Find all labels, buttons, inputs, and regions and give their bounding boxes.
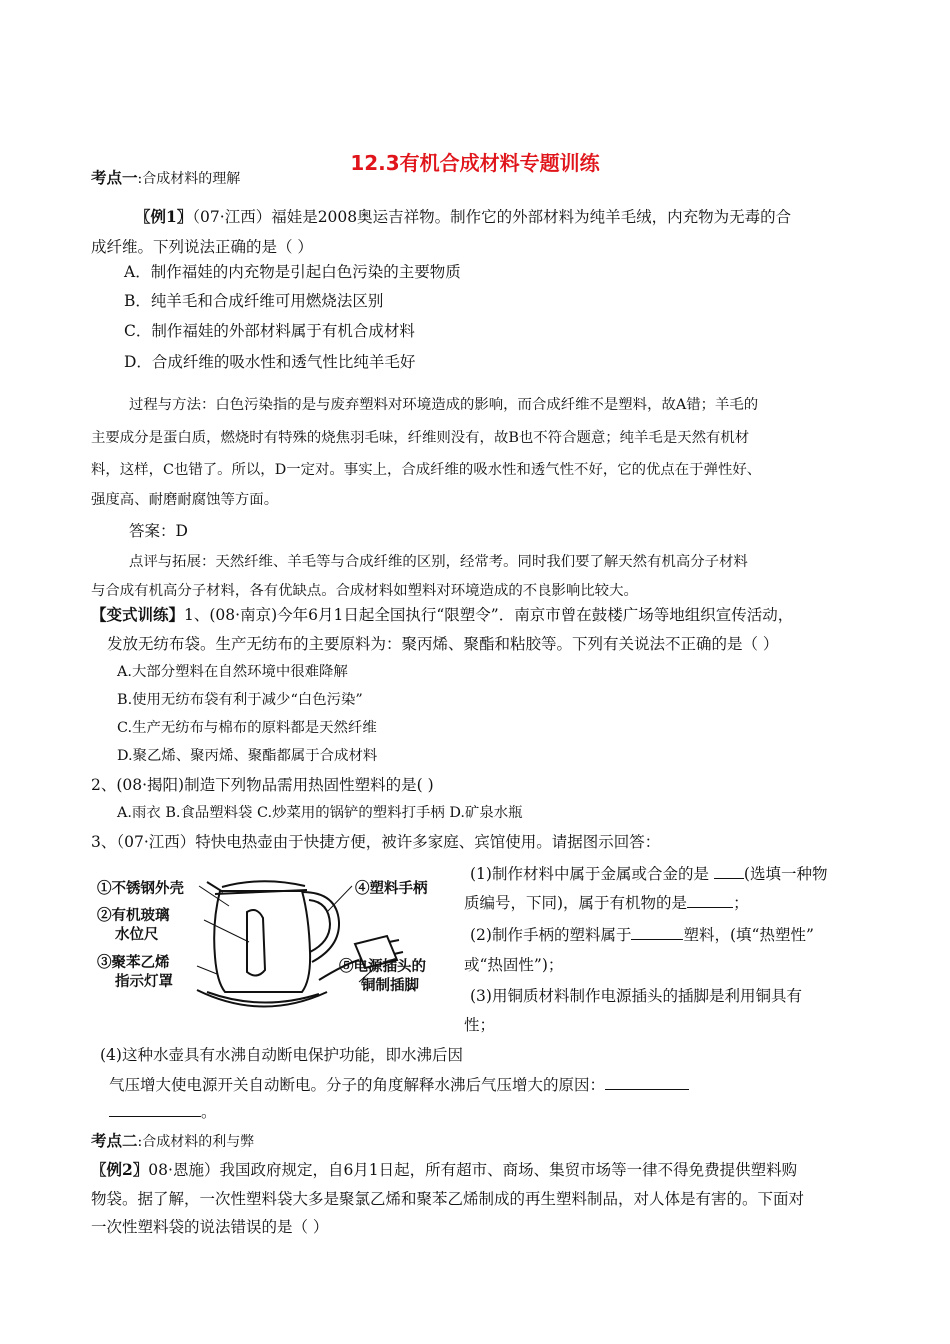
variant-q3: 3、（07·江西）特快电热壶由于快捷方便，被许多家庭、宾馆使用。请据图示回答： (91, 833, 661, 851)
variant-q1-line-2: 发放无纺布袋。生产无纺布的主要原料为：聚丙烯、聚酯和粘胶等。下列有关说法不正确的是（ ） (107, 635, 779, 653)
q3-part4-line1: (4)这种水壶具有水沸自动断电保护功能，即水沸后因 (100, 1046, 463, 1064)
figure-label-3a: ③聚苯乙烯 (97, 954, 170, 971)
example-1-option-c: C．制作福娃的外部材料属于有机合成材料 (124, 322, 415, 340)
q3-part4-text-b: 气压增大使电源开关自动断电。分子的角度解释水沸后气压增大的原因： (109, 1076, 606, 1094)
kettle-figure (97, 862, 457, 1022)
variant-q2: 2、(08·揭阳)制造下列物品需用热固性塑料的是( ) (91, 776, 434, 794)
method-line-2: 主要成分是蛋白质，燃烧时有特殊的烧焦羽毛味，纤维则没有，故B也不符合题意；纯羊毛是天然有机材 (91, 430, 750, 446)
figure-label-2b: 水位尺 (115, 926, 159, 943)
figure-label-1: ①不锈钢外壳 (97, 880, 184, 897)
figure-label-4: ④塑料手柄 (355, 880, 428, 897)
review-line-1: 点评与拓展：天然纤维、羊毛等与合成纤维的区别，经常考。同时我们要了解天然有机高分子材料 (129, 554, 748, 570)
q3-part3-line1: (3)用铜质材料制作电源插头的插脚是利用铜具有 (470, 987, 802, 1005)
example-1-question-line-1 (135, 207, 791, 227)
example-2-line-2: 物袋。据了解，一次性塑料袋大多是聚氯乙烯和聚苯乙烯制成的再生塑料制品，对人体是有害的。下面对 (91, 1190, 805, 1208)
q3-part3-text-b: 性； (464, 1016, 496, 1034)
variant-q1-option-c: C.生产无纺布与棉布的原料都是天然纤维 (117, 720, 377, 736)
example-1-label: 〖例1〗 (135, 207, 193, 226)
q3-part4-line2 (109, 1075, 689, 1095)
q3-part1-line1 (470, 864, 827, 884)
q3-part1-text-b: (选填一种物 (743, 865, 828, 883)
q3-part4-blank-2[interactable] (109, 1102, 201, 1117)
example-2-text: 08·恩施）我国政府规定，自6月1日起，所有超市、商场、集贸市场等一律不得免费提供塑料购 (148, 1161, 798, 1179)
q3-part2-blank[interactable] (631, 925, 683, 940)
section-1-text: :合成材料的理解 (137, 171, 241, 187)
method-line-4: 强度高、耐磨耐腐蚀等方面。 (91, 492, 279, 508)
example-2-line-3: 一次性塑料袋的说法错误的是（ ） (91, 1218, 329, 1236)
variant-q1-option-d: D.聚乙烯、聚丙烯、聚酯都属于合成材料 (117, 748, 378, 764)
page-title: 12.3有机合成材料专题训练 (350, 151, 600, 175)
variant-label: 【变式训练】 (91, 605, 185, 624)
variant-q1-text: 1、(08·南京)今年6月1日起全国执行“限塑令”．南京市曾在鼓楼广场等地组织宣传活动， (184, 606, 794, 624)
section-2-text: :合成材料的利与弊 (137, 1134, 255, 1150)
q3-part1-blank-2[interactable] (687, 893, 733, 908)
section-2-heading (91, 1131, 254, 1152)
water-level-gauge (247, 910, 265, 976)
q3-part4-text-c: 。 (201, 1103, 217, 1121)
example-2-label: 〖例2〗 (91, 1160, 149, 1179)
section-2-label: 考点二 (91, 1131, 138, 1150)
variant-q1-option-a: A.大部分塑料在自然环境中很难降解 (117, 664, 348, 680)
q3-part1-line2 (464, 893, 749, 913)
figure-label-3b: 指示灯罩 (115, 973, 173, 990)
variant-q2-options: A.雨衣 B.食品塑料袋 C.炒菜用的锅铲的塑料打手柄 D.矿泉水瓶 (117, 805, 523, 821)
example-1-question-text: （07·江西）福娃是2008奥运吉祥物。制作它的外部材料为纯羊毛绒，内充物为无毒的合 (192, 208, 792, 226)
variant-q1-line-1 (91, 605, 793, 625)
method-line-1: 过程与方法：白色污染指的是与废弃塑料对环境造成的影响，而合成纤维不是塑料，故A错；羊毛的 (129, 397, 759, 413)
example-1-question-line-2: 成纤维。下列说法正确的是（ ） (91, 238, 313, 256)
review-line-2: 与合成有机高分子材料，各有优缺点。合成材料如塑料对环境造成的不良影响比较大。 (91, 583, 638, 599)
variant-q1-option-b: B.使用无纺布袋有利于减少“白色污染” (117, 692, 363, 708)
example-1-option-b: B．纯羊毛和合成纤维可用燃烧法区别 (124, 292, 384, 310)
q3-part1-blank-1[interactable] (714, 864, 744, 879)
answer: 答案：D (129, 522, 188, 540)
figure-label-2a: ②有机玻璃 (97, 907, 170, 924)
q3-part1-text-c: 质编号，下同)，属于有机物的是 (464, 894, 688, 912)
method-line-3: 料，这样，C也错了。所以，D一定对。事实上，合成纤维的吸水性和透气性不好，它的优点在于弹性好、 (91, 462, 762, 478)
q3-part2-line1 (470, 925, 814, 945)
section-1-label: 考点一 (91, 168, 138, 187)
figure-label-5a: ⑤电源插头的 (339, 958, 426, 975)
q3-part1-text-a: (1)制作材料中属于金属或合金的是 (470, 865, 714, 883)
q3-part4-blank-1[interactable] (605, 1075, 689, 1090)
q3-part2-text-a: (2)制作手柄的塑料属于 (470, 926, 632, 944)
q3-part3-line2 (464, 1015, 495, 1035)
example-1-option-a: A．制作福娃的内充物是引起白色污染的主要物质 (124, 263, 461, 281)
figure-label-5b: 铜制插脚 (361, 977, 419, 994)
example-2-line-1 (91, 1160, 797, 1180)
section-1-heading (91, 168, 240, 189)
example-1-option-d: D．合成纤维的吸水性和透气性比纯羊毛好 (124, 353, 416, 371)
q3-part2-line2: 或“热固性”)； (464, 956, 564, 974)
q3-part2-text-b: 塑料，(填“热塑性” (683, 926, 814, 944)
q3-part1-text-d: ； (733, 894, 749, 912)
q3-part4-line3 (109, 1102, 217, 1122)
